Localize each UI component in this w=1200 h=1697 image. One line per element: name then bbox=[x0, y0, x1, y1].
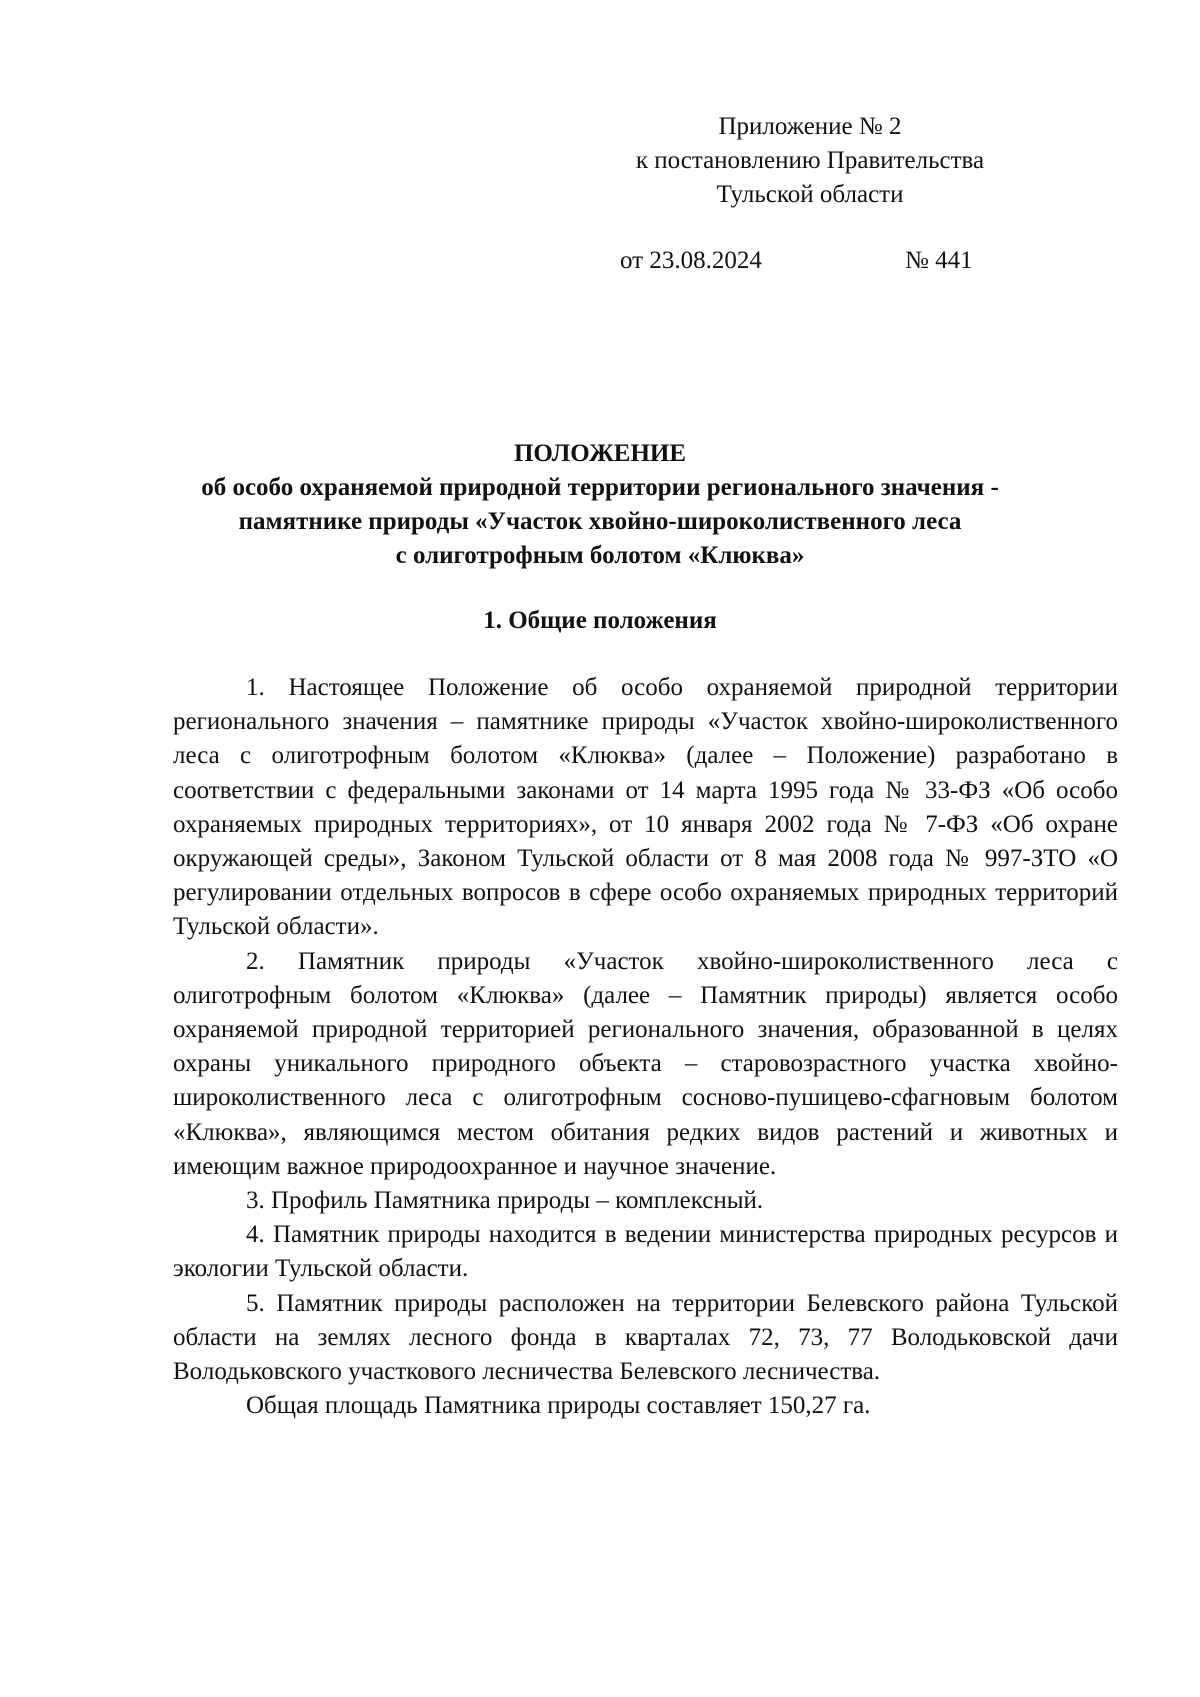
document-title bbox=[150, 437, 1050, 573]
paragraph-2: 2. Памятник природы «Участок хвойно-широколиственного леса с олиготрофным болотом «Клюква» (далее – Памятник природы) является особо охраняемой природной территорией регионального значения, образованной в целях охраны уникального природного объекта – старовозрастного участка хвойно-широколиственного леса с олиготрофным сосново-пушицево-сфагновым болотом «Клюква», являющимся местом обитания редких видов растений и животных и имеющим важное природоохранное и научное значение. bbox=[173, 947, 1118, 1180]
title-line-1: об особо охраняемой природной территории регионального значения - bbox=[201, 474, 999, 501]
title-heading: ПОЛОЖЕНИЕ bbox=[513, 440, 687, 467]
annex-title: Приложение № 2 bbox=[718, 113, 902, 140]
paragraph-3: 3. Профиль Памятника природы – комплексный. bbox=[246, 1187, 764, 1215]
document-number: № 441 bbox=[905, 247, 973, 274]
annex-header bbox=[600, 110, 1020, 212]
document-body bbox=[173, 671, 1118, 1423]
paragraph-5: 5. Памятник природы расположен на территории Белевского района Тульской области на землях лесного фонда в кварталах 72, 73, 77 Володьковской дачи Володьковского участкового лесничества Белевского лесничества. bbox=[173, 1289, 1118, 1386]
paragraph-4: 4. Памятник природы находится в ведении министерства природных ресурсов и экологии Тульской области. bbox=[173, 1221, 1118, 1283]
annex-region: Тульской области bbox=[716, 181, 904, 208]
paragraph-1: 1. Настоящее Положение об особо охраняемой природной территории регионального значения – памятнике природы «Участок хвойно-широколиственного леса с олиготрофным болотом «Клюква» (далее – Положение) разработано в соответствии с федеральными законами от 14 марта 1995 года № 33-ФЗ «Об особо охраняемых природных территориях», от 10 января 2002 года № 7-ФЗ «Об охране окружающей среды», Законом Тульской области от 8 мая 2008 года № 997-ЗТО «О регулировании отдельных вопросов в сфере особо охраняемых природных территорий Тульской области». bbox=[173, 674, 1118, 941]
document-date: от 23.08.2024 bbox=[620, 247, 762, 274]
section-heading: 1. Общие положения bbox=[483, 607, 717, 634]
annex-reference: к постановлению Правительства bbox=[635, 147, 985, 174]
paragraph-total-area: Общая площадь Памятника природы составляет 150,27 га. bbox=[246, 1392, 871, 1420]
title-line-2: памятнике природы «Участок хвойно-широколиственного леса bbox=[238, 508, 962, 535]
title-line-3: с олиготрофным болотом «Клюква» bbox=[395, 542, 805, 569]
